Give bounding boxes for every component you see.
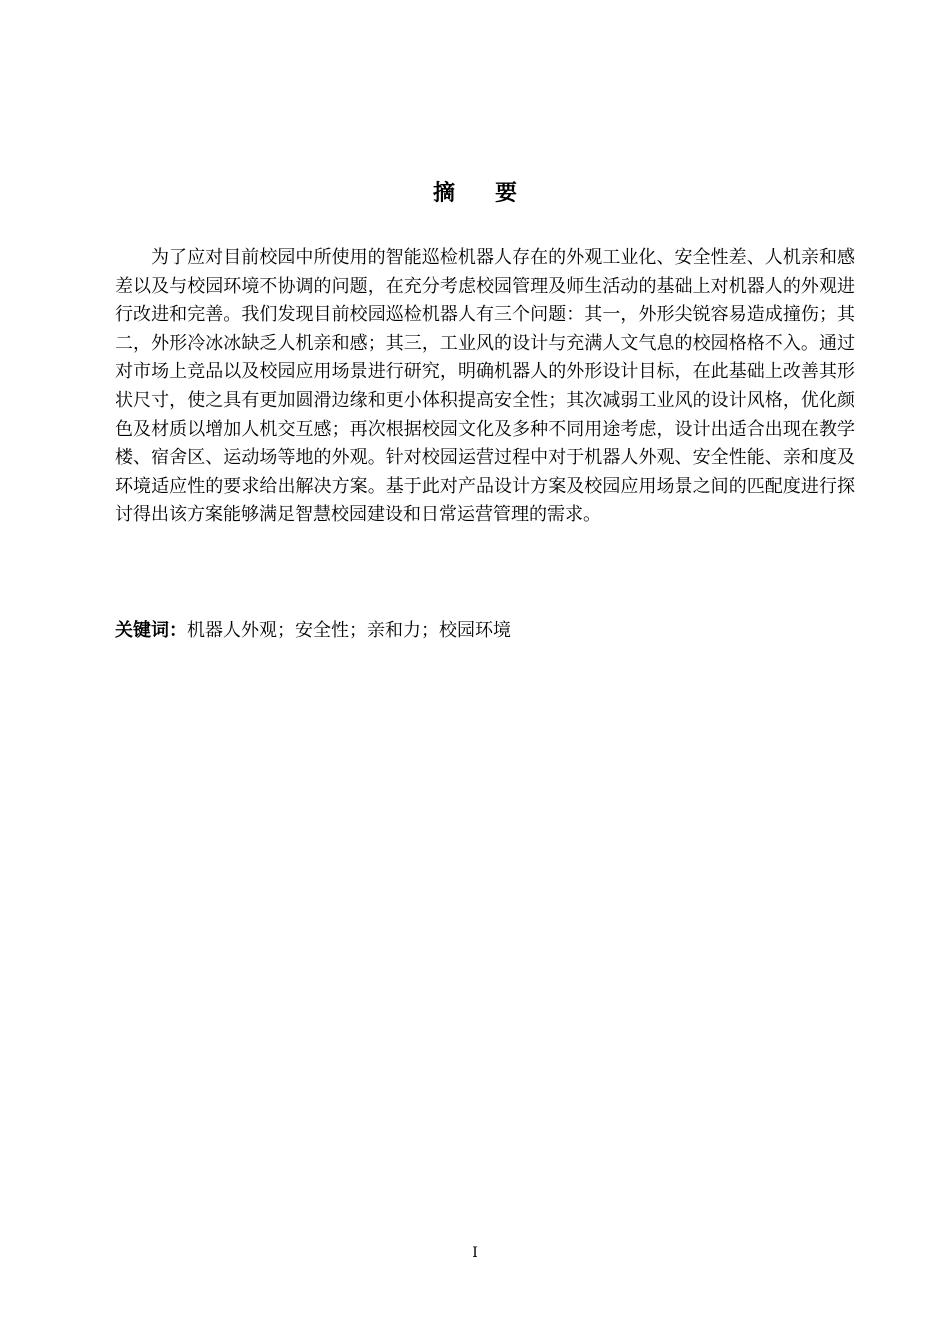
keywords-label: 关键词： — [115, 620, 187, 641]
abstract-paragraph: 为了应对目前校园中所使用的智能巡检机器人存在的外观工业化、安全性差、人机亲和感差以及与校园环境不协调的问题，在充分考虑校园管理及师生活动的基础上对机器人的外观进行改进和完善。我们发现目前校园巡检机器人有三个问题：其一，外形尖锐容易造成撞伤；其二，外形冷冰冰缺乏人机亲和感；其三，工业风的设计与充满人文气息的校园格格不入。通过对市场上竞品以及校园应用场景进行研究，明确机器人的外形设计目标，在此基础上改善其形状尺寸，使之具有更加圆滑边缘和更小体积提高安全性；其次减弱工业风的设计风格，优化颜色及材质以增加人机交互感；再次根据校园文化及多种不同用途考虑，设计出适合出现在教学楼、宿舍区、运动场等地的外观。针对校园运营过程中对于机器人外观、安全性能、亲和度及环境适应性的要求给出解决方案。基于此对产品设计方案及校园应用场景之间的匹配度进行探讨得出该方案能够满足智慧校园建设和日常运营管理的需求。 — [115, 247, 855, 526]
keywords-line — [115, 617, 855, 645]
page-number: I — [472, 1245, 478, 1261]
page-title: 摘要 — [432, 181, 557, 206]
keywords-text: 机器人外观；安全性；亲和力；校园环境 — [187, 620, 511, 641]
